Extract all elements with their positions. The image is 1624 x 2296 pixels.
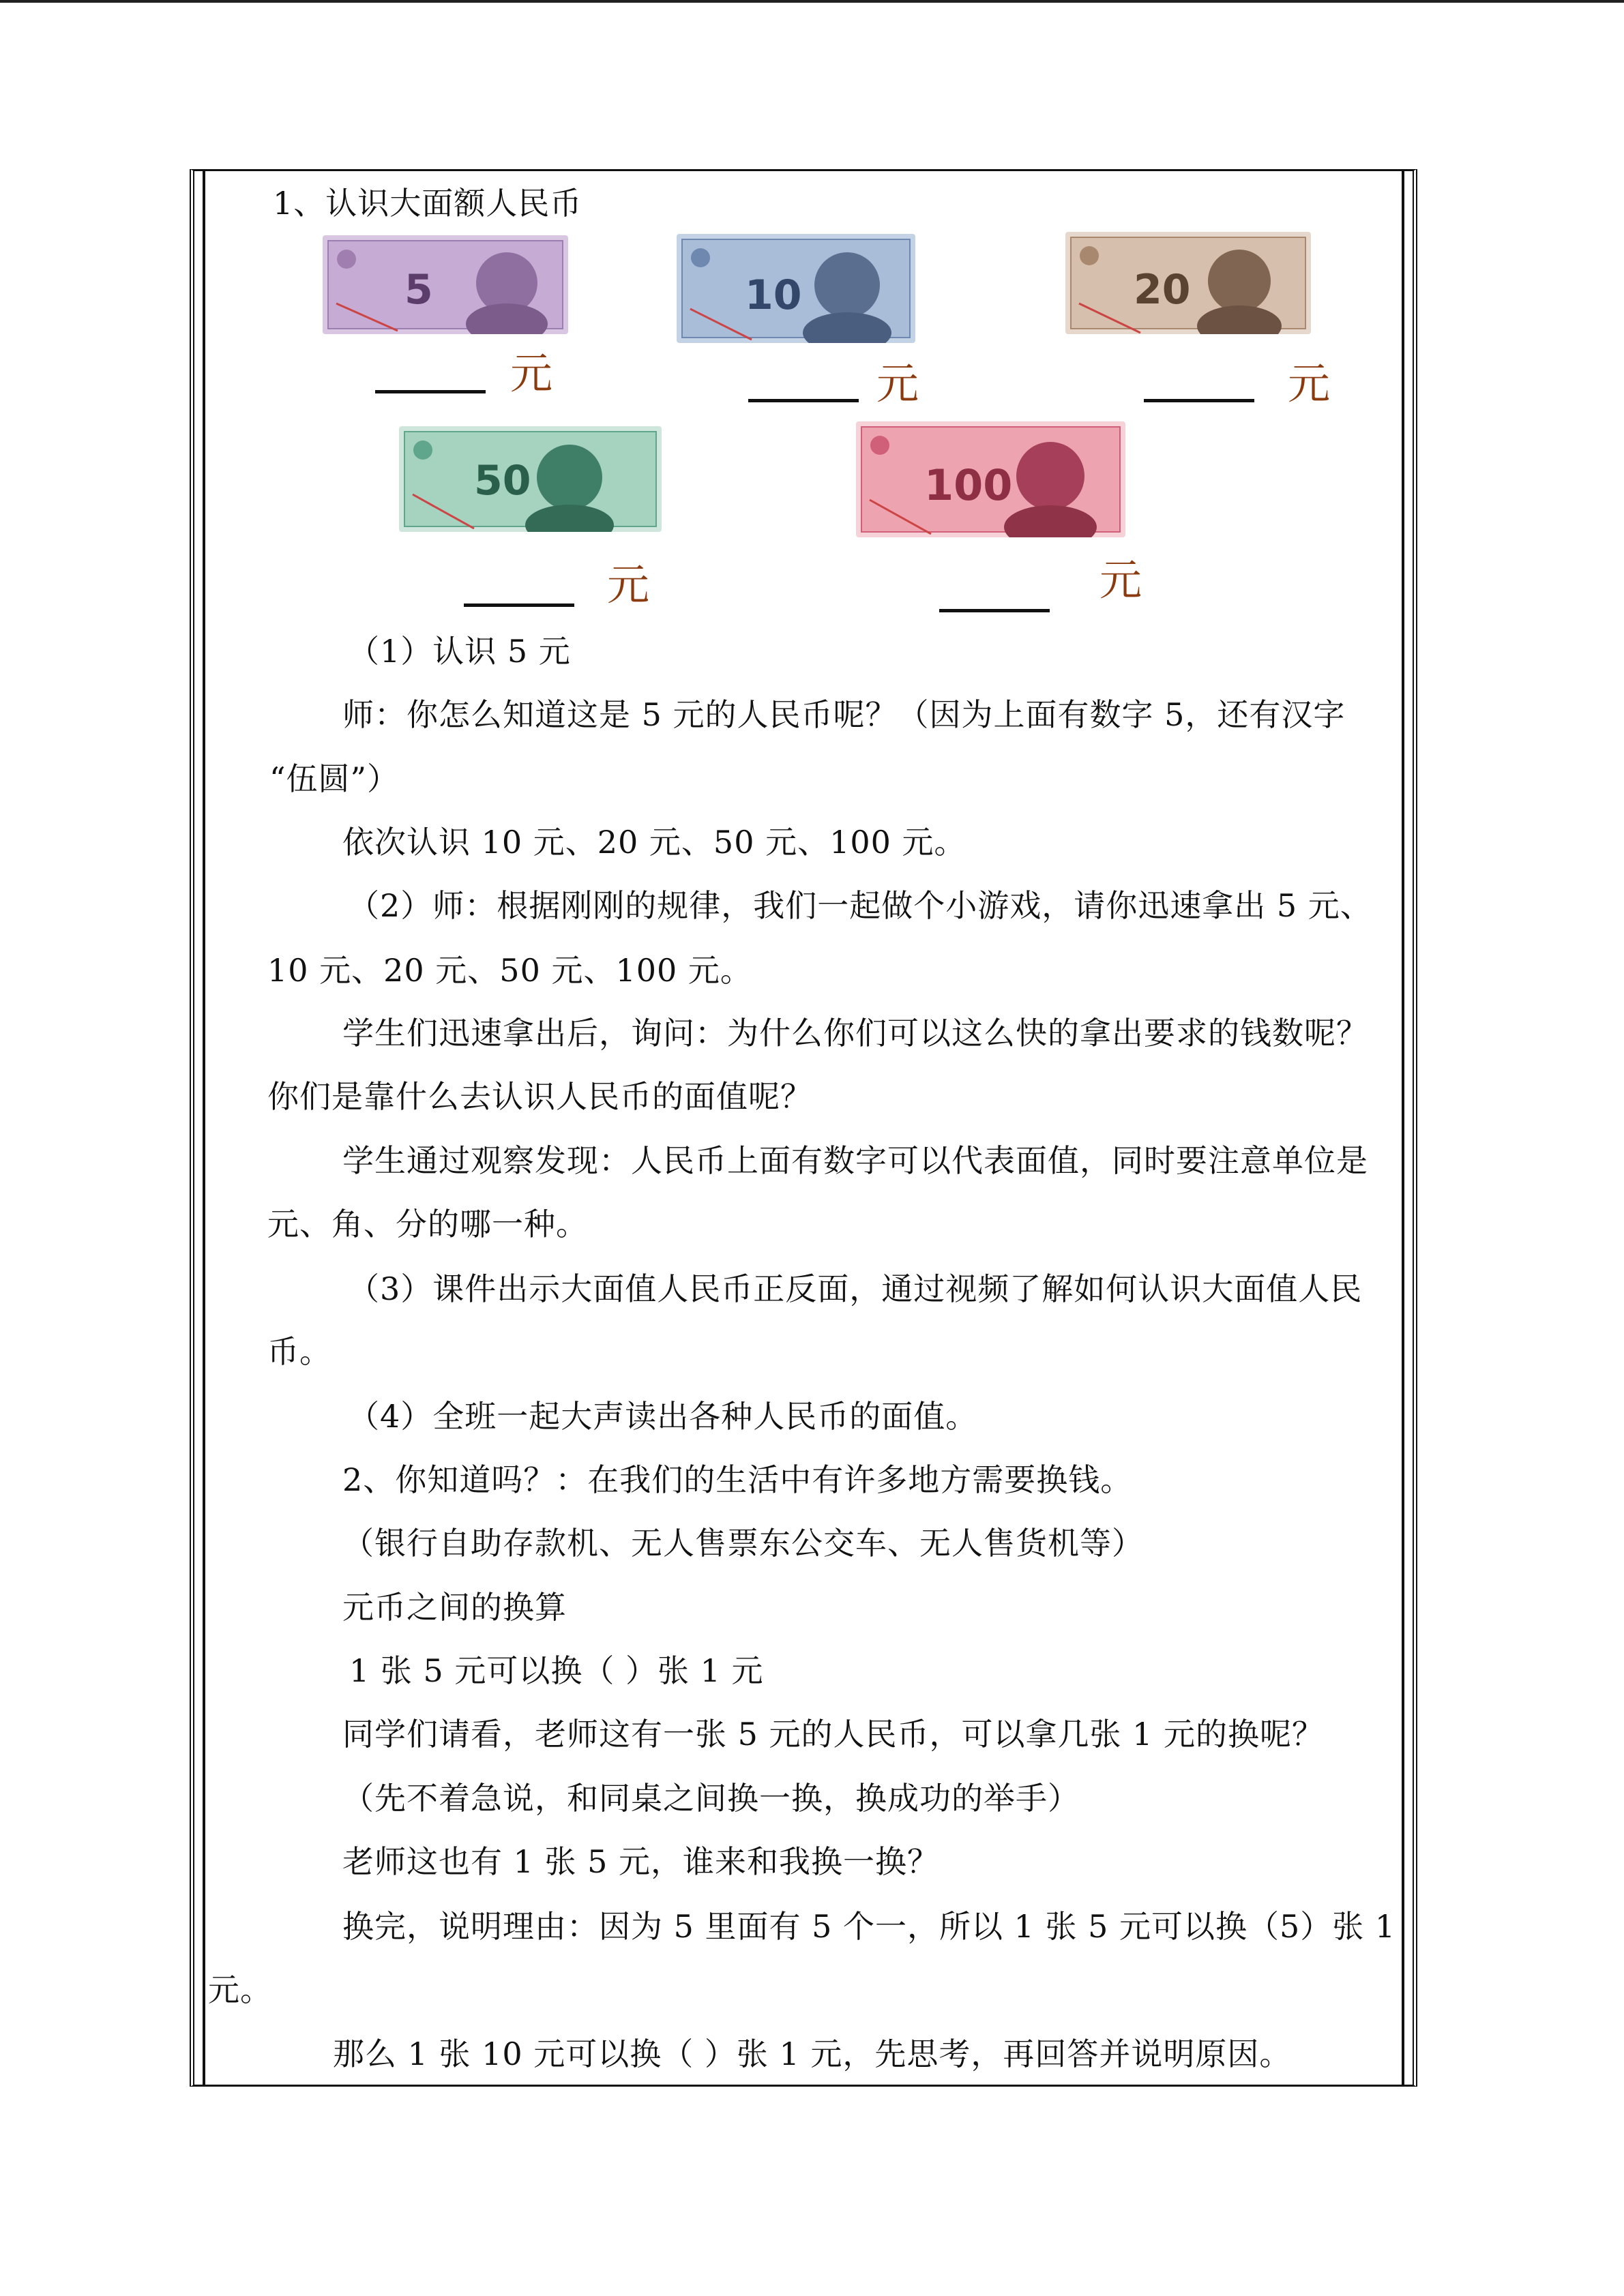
para-12: 币。 [267,1333,331,1370]
answer-blank-100[interactable] [939,609,1050,612]
para-8: 你们是靠什么去认识人民币的面值呢？ [267,1078,812,1115]
answer-blank-5[interactable] [375,390,486,393]
para-10: 元、角、分的哪一种。 [267,1206,588,1242]
para-11: （3）课件出示大面值人民币正反面，通过视频了解如何认识大面值人民 [348,1270,1363,1307]
yuan-label-10: 元 [876,359,919,408]
para-5: （2）师：根据刚刚的规律，我们一起做个小游戏，请你迅速拿出 5 元、 [348,887,1372,924]
para-1: （1）认识 5 元 [348,633,571,670]
banknote-10-numeral: 10 [745,271,802,319]
para-16: 元币之间的换算 [342,1589,567,1626]
para-7: 学生们迅速拿出后，询问：为什么你们可以这么快的拿出要求的钱数呢？ [342,1015,1368,1052]
para-22: 元。 [208,1971,272,2008]
banknote-50 [399,426,662,532]
banknote-5-numeral: 5 [404,266,433,314]
top-rule [0,0,1624,3]
para-13: （4）全班一起大声读出各种人民币的面值。 [348,1398,978,1435]
banknote-50-numeral: 50 [474,457,531,505]
para-17: 1 张 5 元可以换（ ）张 1 元 [349,1652,764,1689]
banknote-100-numeral: 100 [924,460,1013,510]
para-20: 老师这也有 1 张 5 元，谁来和我换一换？ [342,1843,940,1880]
yuan-label-50: 元 [607,560,650,610]
para-4: 依次认识 10 元、20 元、50 元、100 元。 [342,824,966,861]
para-2: 师：你怎么知道这是 5 元的人民币呢？（因为上面有数字 5，还有汉字 [342,696,1346,733]
para-19: （先不着急说，和同桌之间换一换，换成功的举手） [342,1780,1080,1817]
answer-blank-50[interactable] [464,603,574,607]
para-18: 同学们请看，老师这有一张 5 元的人民币，可以拿几张 1 元的换呢？ [342,1716,1325,1753]
yuan-label-100: 元 [1099,555,1142,605]
para-21: 换完，说明理由：因为 5 里面有 5 个一，所以 1 张 5 元可以换（5）张 1 [342,1908,1396,1945]
para-9: 学生通过观察发现：人民币上面有数字可以代表面值，同时要注意单位是 [342,1142,1368,1179]
banknote-100 [856,421,1125,537]
banknote-20-numeral: 20 [1134,266,1191,314]
para-23: 那么 1 张 10 元可以换（ ）张 1 元，先思考，再回答并说明原因。 [333,2036,1292,2072]
banknote-10 [677,234,915,343]
section1-title: 1、认识大面额人民币 [273,185,582,222]
answer-blank-20[interactable] [1144,399,1254,402]
banknote-20 [1065,232,1311,334]
para-6: 10 元、20 元、50 元、100 元。 [267,952,752,989]
answer-blank-10[interactable] [748,399,859,402]
banknote-5 [323,235,568,334]
para-14: 2、你知道吗？：在我们的生活中有许多地方需要换钱。 [342,1461,1133,1498]
yuan-label-5: 元 [510,348,553,398]
para-15: （银行自助存款机、无人售票东公交车、无人售货机等） [342,1525,1144,1562]
yuan-label-20: 元 [1288,359,1331,408]
para-3: “伍圆”） [269,760,400,797]
